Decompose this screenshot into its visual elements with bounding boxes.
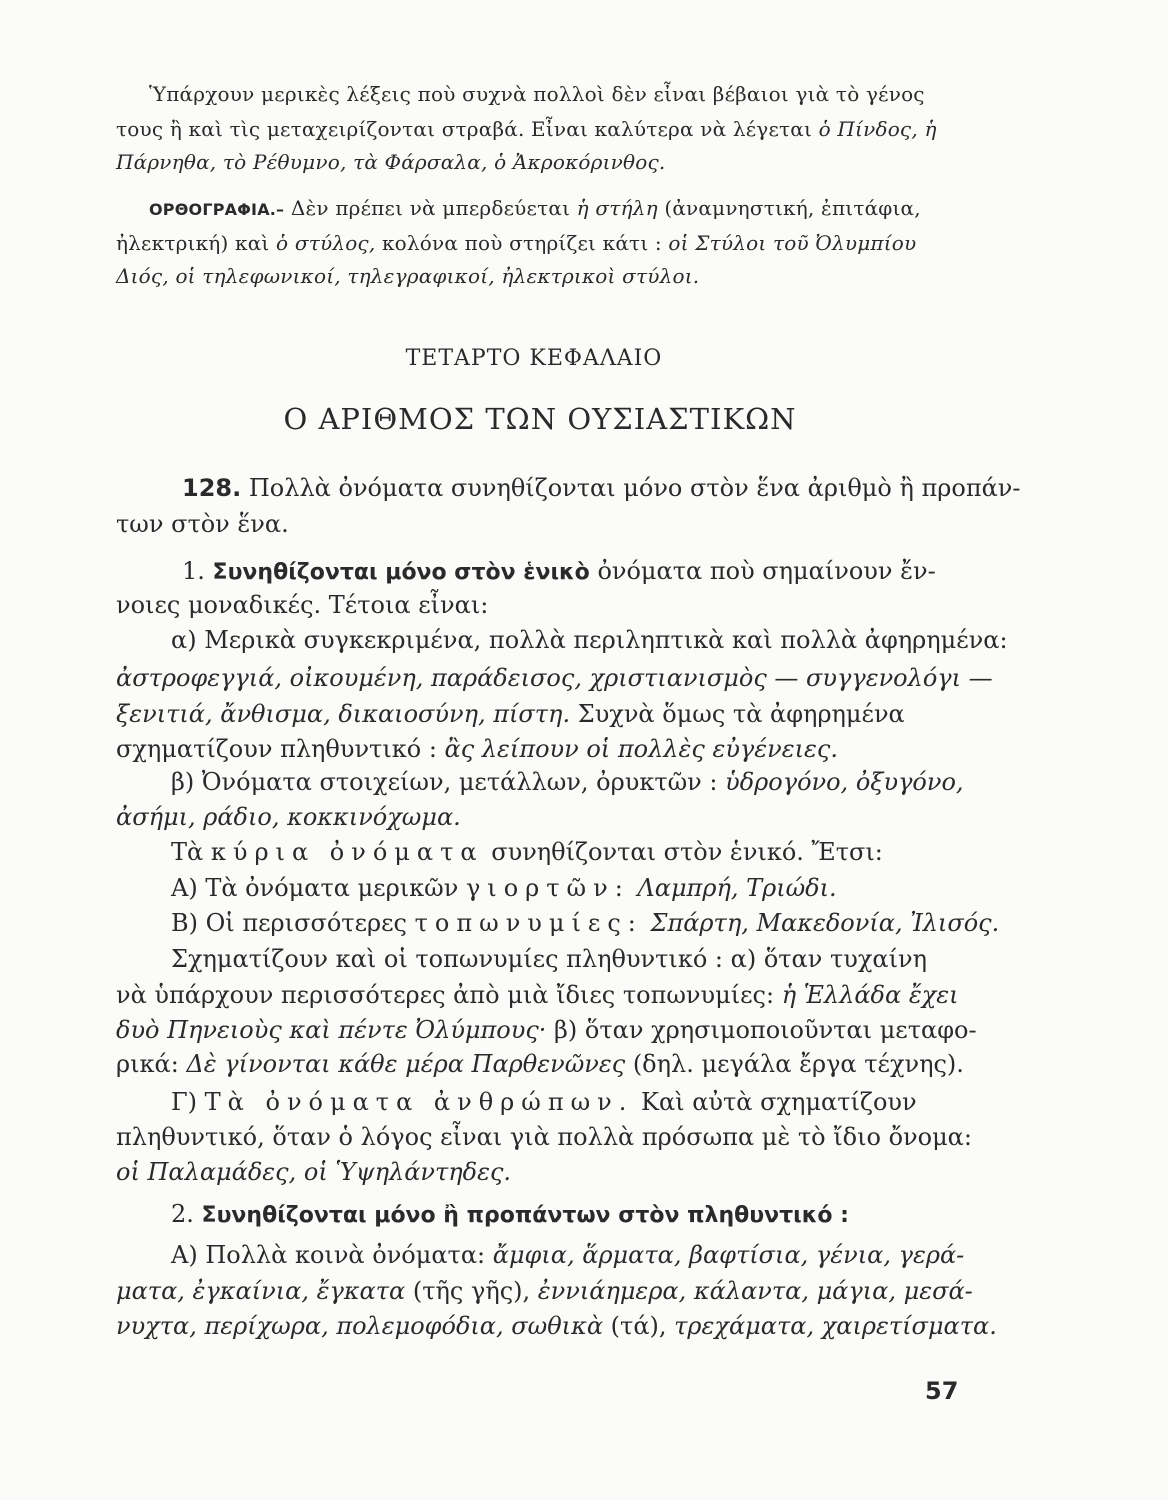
item-G-people-line-3: οἱ Παλαμάδες, οἱ Ὑψηλάντηδες. [116,1158,512,1186]
subsection-2-heading: Συνηθίζονται μόνο ἢ προπάντων στὸν πληθυντικό : [201,1203,849,1228]
orthography-label: ΟΡΘΟΓΡΑΦΙΑ.– [149,200,285,219]
intro-line-3: Πάρνηθα, τὸ Ρέθυμνο, τὰ Φάρσαλα, ὁ Ἀκροκόρινθος. [116,150,666,174]
section-number: 128. [182,474,242,502]
toponym-plural-line-2: νὰ ὑπάρχουν περισσότερες ἀπὸ μιὰ ἴδιες τοπωνυμίες: ἡ Ἑλλάδα ἔχει [116,981,959,1009]
orthography-line-2: ἠλεκτρική) καὶ ὁ στύλος, κολόνα ποὺ στηρίζει κάτι : οἱ Στύλοι τοῦ Ὀλυμπίου [116,231,917,255]
item-b-line-1: β) Ὀνόματα στοιχείων, μετάλλων, ὀρυκτῶν : ὑδρογόνο, ὀξυγόνο, [171,768,964,796]
subsection-2-item-A-line-3: νυχτα, περίχωρα, πολεμοφόδια, σωθικὰ (τά), τρεχάματα, χαιρετίσματα. [116,1312,997,1340]
item-G-people-line-1: Γ) Τὰ ὀνόματα ἀνθρώπων. Καὶ αὐτὰ σχηματίζουν [171,1088,917,1116]
toponym-plural-line-4: ρικά: Δὲ γίνονται κάθε μέρα Παρθενῶνες (δηλ. μεγάλα ἔργα τέχνης). [116,1050,964,1078]
page-number: 57 [925,1377,959,1405]
chapter-title: Ο ΑΡΙΘΜΟΣ ΤΩΝ ΟΥΣΙΑΣΤΙΚΩΝ [283,402,797,436]
intro-line-1: Ὑπάρχουν μερικὲς λέξεις ποὺ συχνὰ πολλοὶ δὲν εἶναι βέβαιοι γιὰ τὸ γένος [149,82,925,106]
section-128-line-2: των στὸν ἕνα. [116,510,289,538]
subsection-2-item-A-line-2: ματα, ἐγκαίνια, ἔγκατα (τῆς γῆς), ἐννιάημερα, κάλαντα, μάγια, μεσά- [116,1277,973,1305]
subsection-1-line-2: νοιες μοναδικές. Τέτοια εἶναι: [116,591,489,619]
item-G-people-line-2: πληθυντικό, ὅταν ὁ λόγος εἶναι γιὰ πολλὰ πρόσωπα μὲ τὸ ἴδιο ὄνομα: [116,1123,972,1151]
orthography-line-1: ΟΡΘΟΓΡΑΦΙΑ.– Δὲν πρέπει νὰ μπερδεύεται ἡ στήλη (ἀναμνηστική, ἐπιτάφια, [149,196,921,220]
orthography-line-3: Διός, οἱ τηλεφωνικοί, τηλεγραφικοί, ἠλεκτρικοὶ στύλοι. [116,264,700,288]
toponym-plural-line-1: Σχηματίζουν καὶ οἱ τοπωνυμίες πληθυντικό : α) ὅταν τυχαίνη [171,945,927,973]
proper-nouns-line: Τὰ κύρια ὀνόματα συνηθίζονται στὸν ἑνικό. Ἔτσι: [171,838,883,866]
section-128-line-1: 128. Πολλὰ ὀνόματα συνηθίζονται μόνο στὸν ἕνα ἀριθμὸ ἢ προπάν- [182,474,1021,502]
item-b-line-2: ἀσήμι, ράδιο, κοκκινόχωμα. [116,803,461,831]
item-B-toponyms: Β) Οἱ περισσότερες τοπωνυμίες: Σπάρτη, Μακεδονία, Ἰλισός. [171,909,1000,937]
intro-line-2: τους ἢ καὶ τὶς μεταχειρίζονται στραβά. Εἶναι καλύτερα νὰ λέγεται ὁ Πίνδος, ἡ [116,117,937,141]
chapter-label: ΤΕΤΑΡΤΟ ΚΕΦΑΛΑΙΟ [405,346,663,371]
item-a-line-3: ξενιτιά, ἄνθισμα, δικαιοσύνη, πίστη. Συχνὰ ὅμως τὰ ἀφηρημένα [116,700,905,728]
item-a-line-2: ἀστροφεγγιά, οἰκουμένη, παράδεισος, χριστιανισμὸς — συγγενολόγι — [116,664,993,692]
subsection-2-item-A-line-1: Α) Πολλὰ κοινὰ ὀνόματα: ἄμφια, ἅρματα, βαφτίσια, γένια, γερά- [171,1241,965,1269]
item-A-holidays: Α) Τὰ ὀνόματα μερικῶν γιορτῶν: Λαμπρή, Τριώδι. [171,874,837,902]
toponym-plural-line-3: δυὸ Πηνειοὺς καὶ πέντε Ὀλύμπους· β) ὅταν χρησιμοποιοῦνται μεταφο- [116,1016,977,1044]
item-a-line-1: α) Μερικὰ συγκεκριμένα, πολλὰ περιληπτικὰ καὶ πολλὰ ἀφηρημένα: [171,626,1008,654]
subsection-1-heading: Συνηθίζονται μόνο στὸν ἑνικὸ [212,560,590,585]
item-a-line-4: σχηματίζουν πληθυντικό : ἂς λείπουν οἱ πολλὲς εὐγένειες. [116,735,838,763]
subsection-2-line-1: 2. Συνηθίζονται μόνο ἢ προπάντων στὸν πληθυντικό : [171,1200,849,1228]
subsection-1-line-1: 1. Συνηθίζονται μόνο στὸν ἑνικὸ ὀνόματα ποὺ σημαίνουν ἔν- [182,557,936,585]
